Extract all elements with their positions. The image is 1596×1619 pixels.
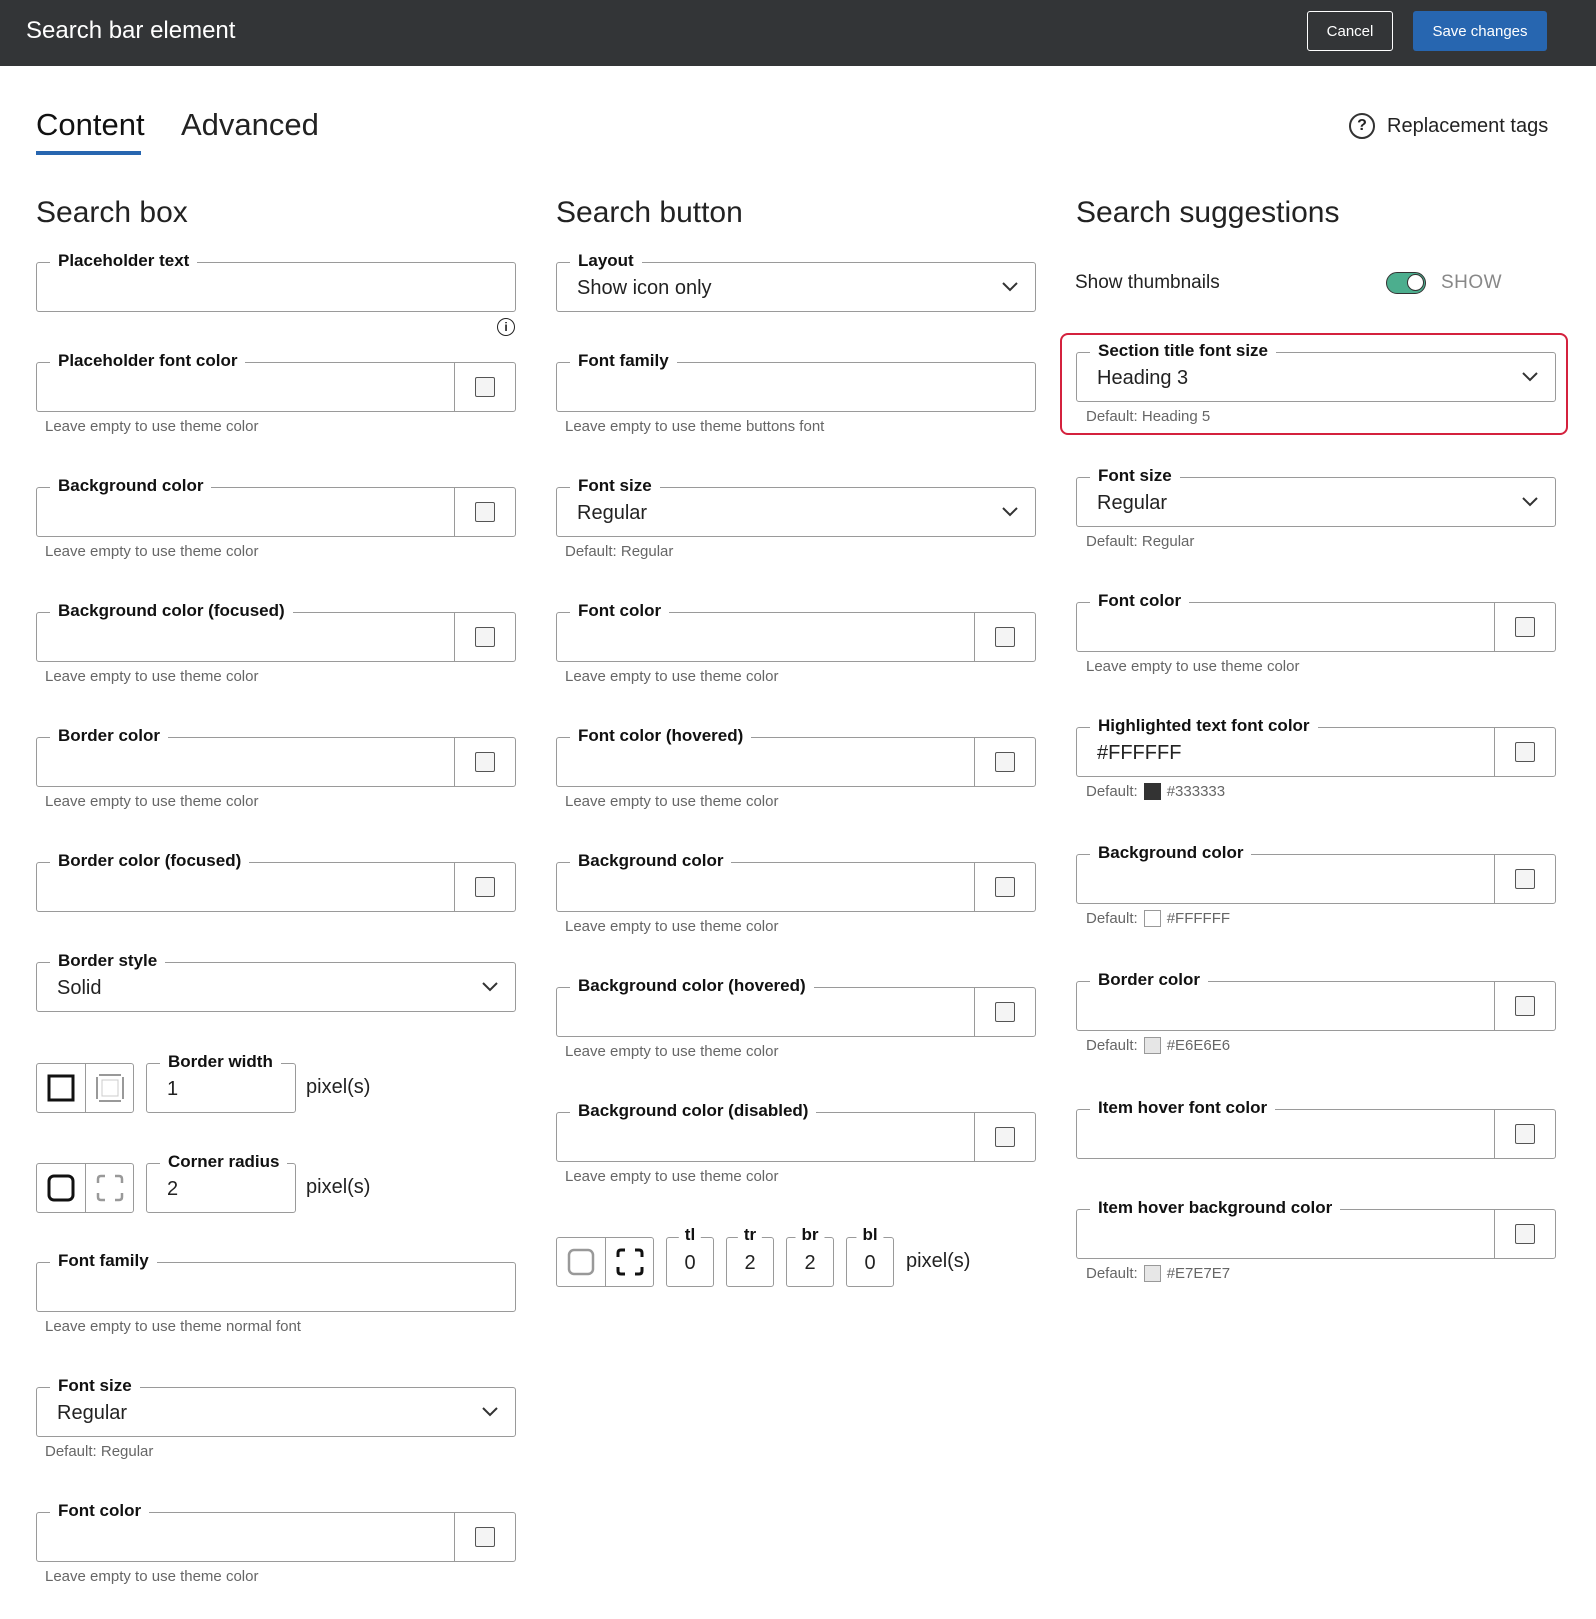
default-hint bbox=[1086, 783, 1225, 800]
default-color-swatch bbox=[1144, 1265, 1161, 1282]
color-picker-button[interactable] bbox=[454, 488, 515, 536]
button-corner-mode-toggle[interactable] bbox=[556, 1237, 654, 1287]
field-label: Placeholder font color bbox=[50, 351, 245, 371]
field-hint: Default: Heading 5 bbox=[1086, 408, 1211, 425]
field-value: 2 bbox=[744, 1252, 756, 1274]
field-label: Background color (hovered) bbox=[570, 976, 814, 996]
search-button-title: Search button bbox=[556, 196, 743, 229]
field-hint: Leave empty to use theme color bbox=[1086, 658, 1300, 675]
border-all-option[interactable] bbox=[37, 1064, 85, 1112]
tab-content[interactable]: Content bbox=[36, 107, 145, 142]
field-hint: Leave empty to use theme color bbox=[565, 668, 779, 685]
chevron-down-icon bbox=[481, 979, 499, 993]
corner-tr-input[interactable] bbox=[726, 1225, 774, 1287]
border-style-select[interactable] bbox=[36, 951, 516, 1012]
color-picker-button[interactable] bbox=[1494, 1110, 1555, 1158]
corner-bl-input[interactable] bbox=[846, 1225, 894, 1287]
color-picker-button[interactable] bbox=[974, 738, 1035, 786]
color-picker-button[interactable] bbox=[454, 613, 515, 661]
field-label: Font color bbox=[1090, 591, 1189, 611]
search-suggestions-title: Search suggestions bbox=[1076, 196, 1340, 229]
field-value: 1 bbox=[167, 1078, 179, 1100]
border-all-icon bbox=[47, 1074, 75, 1102]
default-label: Default: bbox=[1086, 783, 1138, 800]
corner-all-option[interactable] bbox=[557, 1238, 605, 1286]
section-title-font-size-select[interactable] bbox=[1076, 341, 1556, 402]
field-value: Regular bbox=[57, 1402, 128, 1424]
color-picker-button[interactable] bbox=[1494, 603, 1555, 651]
toggle-state: SHOW bbox=[1441, 272, 1503, 293]
corner-individual-option[interactable] bbox=[605, 1238, 653, 1286]
field-label: Background color bbox=[1090, 843, 1251, 863]
unit-label: pixel(s) bbox=[306, 1176, 371, 1198]
default-hint bbox=[1086, 910, 1230, 927]
background-color-focused-field[interactable] bbox=[36, 601, 516, 662]
field-hint: Leave empty to use theme color bbox=[565, 1043, 779, 1060]
color-swatch-icon bbox=[475, 752, 495, 772]
field-label: tl bbox=[679, 1225, 701, 1245]
active-tab-indicator bbox=[36, 151, 141, 155]
default-label: Default: bbox=[1086, 1037, 1138, 1054]
field-label: Font color (hovered) bbox=[570, 726, 751, 746]
field-label: Font size bbox=[50, 1376, 140, 1396]
chevron-down-icon bbox=[481, 1404, 499, 1418]
toggle-label: Show thumbnails bbox=[1075, 272, 1220, 293]
default-value: #FFFFFF bbox=[1166, 910, 1231, 927]
field-hint: Default: Regular bbox=[45, 1443, 154, 1460]
color-picker-button[interactable] bbox=[1494, 728, 1555, 776]
chevron-down-icon bbox=[1001, 504, 1019, 518]
button-font-color-field[interactable] bbox=[556, 601, 1036, 662]
color-swatch-icon bbox=[995, 1127, 1015, 1147]
default-value: #E6E6E6 bbox=[1166, 1037, 1231, 1054]
field-label: Background color bbox=[50, 476, 211, 496]
field-value: Heading 3 bbox=[1097, 367, 1189, 389]
button-font-family-field[interactable] bbox=[556, 351, 1036, 412]
corner-individual-option[interactable] bbox=[85, 1164, 133, 1212]
field-label: br bbox=[796, 1225, 825, 1245]
color-swatch-icon bbox=[995, 752, 1015, 772]
field-hint: Default: Regular bbox=[565, 543, 674, 560]
corner-br-input[interactable] bbox=[786, 1225, 834, 1287]
field-label: tr bbox=[738, 1225, 762, 1245]
suggestions-border-color-field[interactable] bbox=[1076, 970, 1556, 1031]
color-swatch-icon bbox=[1515, 742, 1535, 762]
show-thumbnails-row bbox=[1075, 268, 1505, 298]
color-swatch-icon bbox=[995, 877, 1015, 897]
corner-all-option[interactable] bbox=[37, 1164, 85, 1212]
info-icon[interactable]: i bbox=[497, 318, 515, 336]
color-picker-button[interactable] bbox=[974, 863, 1035, 911]
chevron-down-icon bbox=[1521, 494, 1539, 508]
corner-sides-icon bbox=[616, 1248, 644, 1276]
chevron-down-icon bbox=[1521, 369, 1539, 383]
border-color-field[interactable] bbox=[36, 726, 516, 787]
field-label: Layout bbox=[570, 251, 642, 271]
default-label: Default: bbox=[1086, 910, 1138, 927]
border-sides-icon bbox=[96, 1074, 124, 1102]
field-value: 2 bbox=[167, 1178, 179, 1200]
default-value: #E7E7E7 bbox=[1166, 1265, 1231, 1282]
color-swatch-icon bbox=[1515, 617, 1535, 637]
color-picker-button[interactable] bbox=[1494, 855, 1555, 903]
item-hover-font-color-field[interactable] bbox=[1076, 1098, 1556, 1159]
field-label: Background color bbox=[570, 851, 731, 871]
placeholder-text-field[interactable] bbox=[36, 251, 516, 312]
color-picker-button[interactable] bbox=[974, 613, 1035, 661]
field-hint: Leave empty to use theme color bbox=[45, 418, 259, 435]
default-hint bbox=[1086, 1265, 1230, 1282]
chevron-down-icon bbox=[1001, 279, 1019, 293]
field-label: Corner radius bbox=[160, 1152, 287, 1172]
corner-radius-input[interactable] bbox=[146, 1152, 296, 1213]
field-label: Font family bbox=[570, 351, 677, 371]
button-background-color-disabled-field[interactable] bbox=[556, 1101, 1036, 1162]
corner-sides-icon bbox=[96, 1174, 124, 1202]
color-swatch-icon bbox=[475, 1527, 495, 1547]
font-color-field[interactable] bbox=[36, 1501, 516, 1562]
cancel-button[interactable]: Cancel bbox=[1307, 11, 1393, 51]
field-hint: Leave empty to use theme buttons font bbox=[565, 418, 825, 435]
color-swatch-icon bbox=[1515, 1124, 1535, 1144]
suggestions-font-color-field[interactable] bbox=[1076, 591, 1556, 652]
field-label: Font family bbox=[50, 1251, 157, 1271]
default-color-swatch bbox=[1144, 1037, 1161, 1054]
field-label: Border style bbox=[50, 951, 165, 971]
button-font-color-hovered-field[interactable] bbox=[556, 726, 1036, 787]
field-label: bl bbox=[856, 1225, 883, 1245]
field-hint: Default: Regular bbox=[1086, 533, 1195, 550]
color-picker-button[interactable] bbox=[454, 738, 515, 786]
field-hint: Leave empty to use theme color bbox=[565, 918, 779, 935]
color-swatch-icon bbox=[475, 377, 495, 397]
field-hint: Leave empty to use theme color bbox=[565, 793, 779, 810]
default-value: #333333 bbox=[1166, 783, 1226, 800]
field-label: Border color bbox=[1090, 970, 1208, 990]
button-font-size-select[interactable] bbox=[556, 476, 1036, 537]
top-bar bbox=[0, 0, 1596, 66]
suggestions-font-size-select[interactable] bbox=[1076, 466, 1556, 527]
default-label: Default: bbox=[1086, 1265, 1138, 1282]
field-value: 0 bbox=[864, 1252, 876, 1274]
button-background-color-hovered-field[interactable] bbox=[556, 976, 1036, 1037]
color-picker-button[interactable] bbox=[454, 363, 515, 411]
button-background-color-field[interactable] bbox=[556, 851, 1036, 912]
question-circle-icon: ? bbox=[1349, 113, 1375, 139]
default-hint bbox=[1086, 1037, 1230, 1054]
field-label: Item hover background color bbox=[1090, 1198, 1340, 1218]
replacement-tags-label: Replacement tags bbox=[1387, 114, 1549, 137]
field-hint: Leave empty to use theme color bbox=[45, 668, 259, 685]
field-hint: Leave empty to use theme normal font bbox=[45, 1318, 301, 1335]
suggestions-background-color-field[interactable] bbox=[1076, 843, 1556, 904]
field-label: Font color bbox=[50, 1501, 149, 1521]
field-label: Background color (focused) bbox=[50, 601, 293, 621]
border-individual-option[interactable] bbox=[85, 1064, 133, 1112]
field-label: Font color bbox=[570, 601, 669, 621]
color-swatch-icon bbox=[1515, 996, 1535, 1016]
field-label: Highlighted text font color bbox=[1090, 716, 1318, 736]
replacement-tags-link[interactable] bbox=[1349, 110, 1548, 142]
field-label: Background color (disabled) bbox=[570, 1101, 816, 1121]
color-picker-button[interactable] bbox=[1494, 1210, 1555, 1258]
unit-label: pixel(s) bbox=[906, 1250, 971, 1272]
color-swatch-icon bbox=[995, 627, 1015, 647]
field-value: 2 bbox=[804, 1252, 816, 1274]
color-picker-button[interactable] bbox=[454, 863, 515, 911]
unit-label: pixel(s) bbox=[306, 1076, 371, 1098]
toggle-knob bbox=[1407, 274, 1424, 291]
default-color-swatch bbox=[1144, 783, 1161, 800]
field-hint: Leave empty to use theme color bbox=[45, 1568, 259, 1585]
field-label: Border color bbox=[50, 726, 168, 746]
field-value: Regular bbox=[1097, 492, 1168, 514]
field-value: Show icon only bbox=[577, 277, 712, 299]
field-label: Placeholder text bbox=[50, 251, 197, 271]
tab-advanced[interactable]: Advanced bbox=[181, 107, 319, 142]
field-hint: Leave empty to use theme color bbox=[45, 543, 259, 560]
color-swatch-icon bbox=[1515, 1224, 1535, 1244]
field-value: 0 bbox=[684, 1252, 696, 1274]
placeholder-font-color-field[interactable] bbox=[36, 351, 516, 412]
field-label: Border width bbox=[160, 1052, 281, 1072]
color-swatch-icon bbox=[1515, 869, 1535, 889]
field-label: Section title font size bbox=[1090, 341, 1276, 361]
field-label: Border color (focused) bbox=[50, 851, 249, 871]
field-label: Font size bbox=[1090, 466, 1180, 486]
font-size-select[interactable] bbox=[36, 1376, 516, 1437]
border-color-focused-field[interactable] bbox=[36, 851, 516, 912]
color-picker-button[interactable] bbox=[454, 1513, 515, 1561]
field-label: Item hover font color bbox=[1090, 1098, 1275, 1118]
field-hint: Leave empty to use theme color bbox=[565, 1168, 779, 1185]
color-swatch-icon bbox=[475, 502, 495, 522]
corner-all-icon bbox=[567, 1248, 595, 1276]
color-swatch-icon bbox=[995, 1002, 1015, 1022]
background-color-field[interactable] bbox=[36, 476, 516, 537]
field-hint: Leave empty to use theme color bbox=[45, 793, 259, 810]
color-swatch-icon bbox=[475, 877, 495, 897]
show-thumbnails-toggle[interactable] bbox=[1386, 272, 1426, 294]
highlighted-text-font-color-field[interactable] bbox=[1076, 716, 1556, 777]
field-label: Font size bbox=[570, 476, 660, 496]
corner-mode-toggle[interactable] bbox=[36, 1163, 134, 1213]
item-hover-background-color-field[interactable] bbox=[1076, 1198, 1556, 1259]
color-picker-button[interactable] bbox=[974, 988, 1035, 1036]
field-value: Solid bbox=[57, 977, 102, 999]
field-value: Regular bbox=[577, 502, 648, 524]
layout-select[interactable] bbox=[556, 251, 1036, 312]
default-color-swatch bbox=[1144, 910, 1161, 927]
field-value: #FFFFFF bbox=[1097, 742, 1182, 764]
color-swatch-icon bbox=[475, 627, 495, 647]
corner-tl-input[interactable] bbox=[666, 1225, 714, 1287]
page-title: Search bar element bbox=[26, 17, 236, 44]
corner-all-icon bbox=[47, 1174, 75, 1202]
save-changes-button[interactable]: Save changes bbox=[1413, 11, 1547, 51]
search-box-title: Search box bbox=[36, 196, 188, 229]
border-width-input[interactable] bbox=[146, 1052, 296, 1113]
color-picker-button[interactable] bbox=[1494, 982, 1555, 1030]
font-family-field[interactable] bbox=[36, 1251, 516, 1312]
border-mode-toggle[interactable] bbox=[36, 1063, 134, 1113]
color-picker-button[interactable] bbox=[974, 1113, 1035, 1161]
